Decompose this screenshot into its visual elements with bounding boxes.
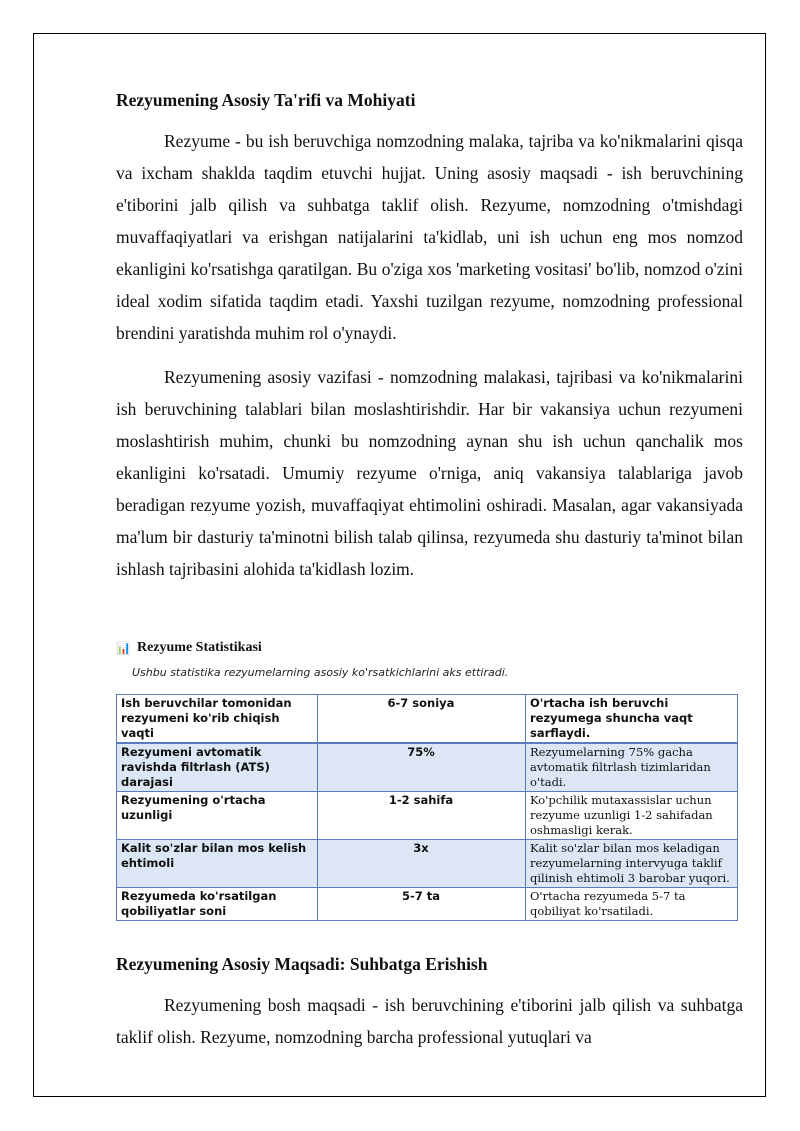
paragraph-goal: Rezyumening bosh maqsadi - ish beruvchining e'tiborini jalb qilish va suhbatga taklif olish. Rezyume, nomzodning barcha professional yutuqlari va <box>116 995 743 1047</box>
stat-note: O'rtacha rezyumeda 5-7 ta qobiliyat ko'rsatiladi. <box>526 888 738 921</box>
table-row <box>117 840 738 888</box>
stats-title-text: Rezyume Statistikasi <box>136 640 262 655</box>
table-row <box>117 743 738 792</box>
page-frame <box>33 33 766 1097</box>
stat-value: 3x <box>318 840 526 888</box>
table-row <box>117 792 738 840</box>
stat-value: 75% <box>318 743 526 792</box>
stat-note: Ko'pchilik mutaxassislar uchun rezyume uzunligi 1-2 sahifadan oshmasligi kerak. <box>526 792 738 840</box>
stats-table <box>116 694 738 921</box>
table-row <box>117 888 738 921</box>
table-row <box>117 695 738 744</box>
stat-value: 5-7 ta <box>318 888 526 921</box>
stat-label: Rezyumeni avtomatik ravishda filtrlash (ATS) darajasi <box>117 743 318 792</box>
section-heading-goal: Rezyumening Asosiy Maqsadi: Suhbatga Erishish <box>116 954 488 974</box>
stat-note: O'rtacha ish beruvchi rezyumega shuncha vaqt sarflaydi. <box>526 695 738 744</box>
stat-value: 1-2 sahifa <box>318 792 526 840</box>
bar-chart-icon: 📊 <box>116 641 131 655</box>
stat-note: Rezyumelarning 75% gacha avtomatik filtrlash tizimlaridan o'tadi. <box>526 743 738 792</box>
paragraph-definition: Rezyume - bu ish beruvchiga nomzodning malaka, tajriba va ko'nikmalarini qisqa va ixcham shaklda taqdim etuvchi hujjat. Uning asosiy maqsadi - ish beruvchining e'tiborini jalb qilish va suhbatga taklif olish. Rezyume, nomzodning o'tmishdagi muvaffaqiyatlari va erishgan natijalarini ta'kidlab, uni ish uchun eng mos nomzod ekanligini ko'rsatishga qaratilgan. Bu o'ziga xos 'marketing vositasi' bo'lib, nomzod o'zini ideal xodim sifatida taqdim etadi. Yaxshi tuzilgan rezyume, nomzodning professional brendini yaratishda muhim rol o'ynaydi. <box>116 131 743 343</box>
stat-value: 6-7 soniya <box>318 695 526 744</box>
stat-label: Kalit so'zlar bilan mos kelish ehtimoli <box>117 840 318 888</box>
paragraph-purpose: Rezyumening asosiy vazifasi - nomzodning malakasi, tajribasi va ko'nikmalarini ish beruvchining talablari bilan moslashtirishdir. Har bir vakansiya uchun rezyumeni moslashtirish muhim, chunki bu nomzodning aynan shu ish uchun qanchalik mos ekanligini ko'rsatadi. Umumiy rezyume o'rniga, aniq vakansiya talablariga javob beradigan rezyume yozish, muvaffaqiyat ehtimolini oshiradi. Masalan, agar vakansiyada ma'lum bir dasturiy ta'minotni bilish talab qilinsa, rezyumeda shu dasturiy ta'minot bilan ishlash tajribasini alohida ta'kidlash lozim. <box>116 367 743 579</box>
stat-note: Kalit so'zlar bilan mos keladigan rezyumelarning intervyuga taklif qilinish ehtimoli 3 barobar yuqori. <box>526 840 738 888</box>
stat-label: Rezyumeda ko'rsatilgan qobiliyatlar soni <box>117 888 318 921</box>
section-heading-definition: Rezyumening Asosiy Ta'rifi va Mohiyati <box>116 90 416 110</box>
stats-title <box>116 638 262 658</box>
stats-subtitle: Ushbu statistika rezyumelarning asosiy ko'rsatkichlarini aks ettiradi. <box>132 666 509 679</box>
stat-label: Ish beruvchilar tomonidan rezyumeni ko'rib chiqish vaqti <box>117 695 318 744</box>
stat-label: Rezyumening o'rtacha uzunligi <box>117 792 318 840</box>
